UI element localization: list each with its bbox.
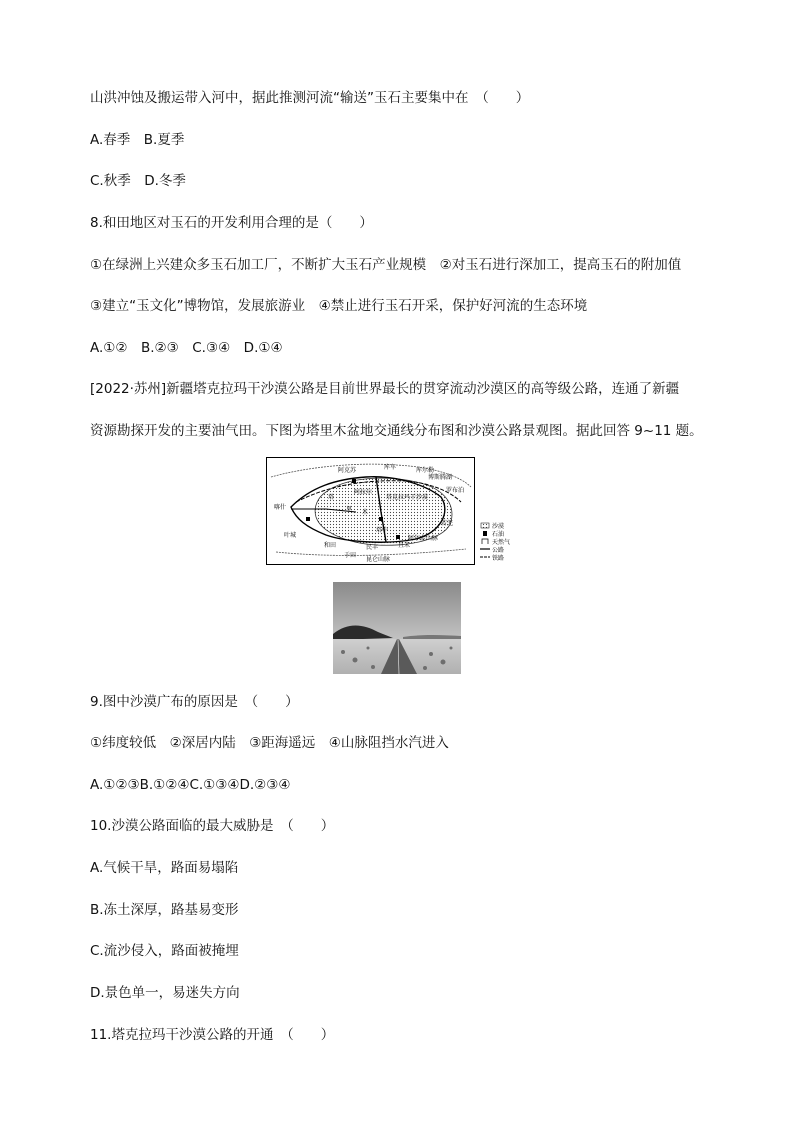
legend-road-label: 公路 bbox=[492, 547, 505, 554]
gas-legend-icon bbox=[482, 539, 488, 544]
tarim-basin-transport-map bbox=[266, 457, 528, 565]
q10-stem: 10.沙漠公路面临的最大威胁是 （ ） bbox=[90, 818, 335, 834]
map-label: 阿尔金山脉 bbox=[408, 535, 439, 542]
q10-option-d: D.景色单一，易迷失方向 bbox=[90, 985, 240, 1001]
q10-option-a: A.气候干旱，路面易塌陷 bbox=[90, 860, 239, 876]
q10-option-b: B.冻土深厚，路基易变形 bbox=[90, 902, 239, 918]
legend-gas-label: 天然气 bbox=[492, 539, 511, 546]
q8-statements-1-2: ①在绿洲上兴建众多玉石加工厂，不断扩大玉石产业规模 ②对玉石进行深加工，提高玉石的附加值 bbox=[90, 257, 682, 273]
legend-oil-label: 石油 bbox=[492, 531, 505, 538]
map-label: 木 bbox=[362, 509, 369, 516]
legend-railway-label: 铁路 bbox=[492, 555, 505, 562]
q11-stem: 11.塔克拉玛干沙漠公路的开通 （ ） bbox=[90, 1027, 335, 1043]
q7-options-cd: C.秋季 D.冬季 bbox=[90, 173, 186, 189]
oil-legend-icon bbox=[483, 531, 487, 536]
map-label: 喀什 bbox=[274, 504, 287, 511]
map-label: 叶城 bbox=[284, 532, 297, 539]
desert-road-photo bbox=[333, 582, 461, 674]
passage-intro-line-1: [2022·苏州]新疆塔克拉玛干沙漠公路是目前世界最长的贯穿流动沙漠区的高等级公路，连通了新疆 bbox=[90, 381, 680, 397]
map-label: 昆仑山脉 bbox=[366, 556, 391, 563]
q9-statements: ①纬度较低 ②深居内陆 ③距海遥远 ④山脉阻挡水汽进入 bbox=[90, 735, 449, 751]
q8-choices: A.①② B.②③ C.③④ D.①④ bbox=[90, 340, 283, 356]
q9-choices: A.①②③B.①②④C.①③④D.②③④ bbox=[90, 777, 291, 793]
map-label: 民丰 bbox=[366, 544, 379, 551]
map-label: 和田 bbox=[324, 542, 337, 549]
passage-intro-line-2: 资源勘探开发的主要油气田。下图为塔里木盆地交通线分布图和沙漠公路景观图。据此回答 9~11 题。 bbox=[90, 423, 703, 439]
map-label: 且末 bbox=[398, 542, 411, 549]
map-label: 若羌 bbox=[441, 520, 454, 527]
map-label: 塔克拉玛干沙漠 bbox=[386, 494, 429, 501]
map-label: 阿克苏 bbox=[338, 467, 357, 474]
map-legend bbox=[480, 522, 510, 562]
map-label: 罗布泊 bbox=[446, 487, 465, 494]
q10-option-c: C.流沙侵入，路面被掩埋 bbox=[90, 943, 239, 959]
map-label: 塔中 bbox=[376, 527, 389, 534]
map-label: 库车 bbox=[384, 464, 397, 471]
q8-statements-3-4: ③建立“玉文化”博物馆，发展旅游业 ④禁止进行玉石开采，保护好河流的生态环境 bbox=[90, 298, 588, 314]
legend-desert-label: 沙漠 bbox=[492, 523, 505, 530]
map-label: 阿拉尔 bbox=[354, 489, 373, 496]
q7-options-ab: A.春季 B.夏季 bbox=[90, 132, 185, 148]
q7-stem-continuation: 山洪冲蚀及搬运带入河中，据此推测河流“输送”玉石主要集中在 （ ） bbox=[90, 90, 530, 106]
map-label: 库尔勒 bbox=[416, 467, 435, 474]
map-label: 博斯腾湖 bbox=[428, 474, 453, 481]
q9-stem: 9.图中沙漠广布的原因是 （ ） bbox=[90, 694, 299, 710]
desert-legend-swatch bbox=[481, 523, 489, 528]
map-label: 塔 bbox=[328, 494, 335, 501]
q8-stem: 8.和田地区对玉石的开发利用合理的是（ ） bbox=[90, 215, 373, 231]
map-label: 里 bbox=[346, 506, 353, 513]
map-label: 于田 bbox=[344, 552, 357, 559]
